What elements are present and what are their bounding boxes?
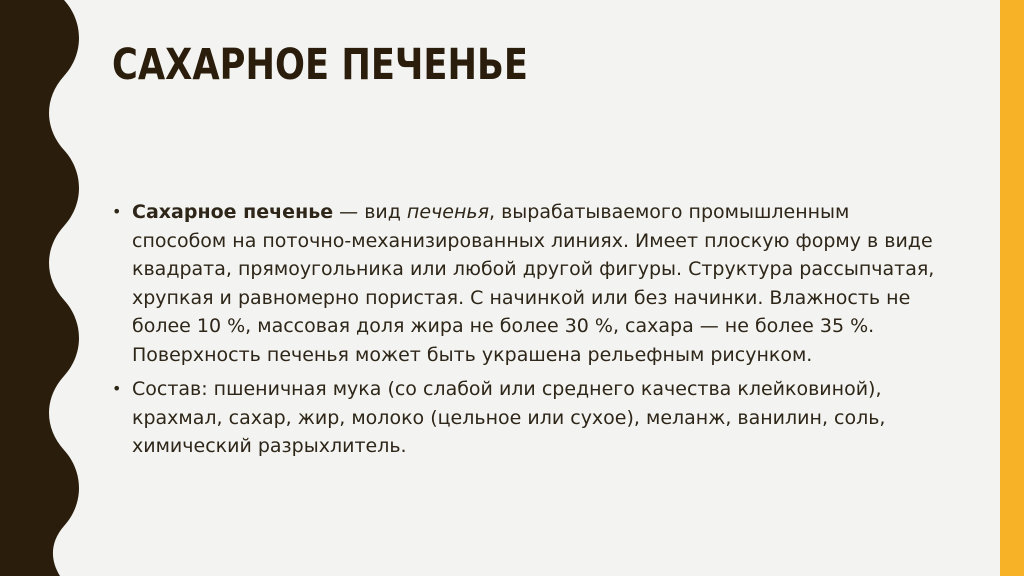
bullet-item-composition — [112, 375, 942, 461]
slide-title: САХАРНОЕ ПЕЧЕНЬЕ — [112, 40, 528, 90]
bullet-marker: • — [112, 202, 122, 221]
term-bold: Сахарное печенье — [132, 201, 334, 223]
term-dash: — вид — [333, 201, 407, 223]
left-wavy-band — [0, 0, 80, 576]
definition-text: , вырабатываемого промышленным способом на поточно-механизированных линиях. Имеет плоскую форму в виде квадрата, прямоугольника или любой другой фигуры. Структура рассыпчатая, хрупкая и равномерно пористая. С начинкой или без начинки. Влажность не более 10 %, массовая доля жира не более 30 %, сахара — не более 35 %. Поверхность печенья может быть украшена рельефным рисунком. — [132, 201, 935, 366]
right-accent-bar — [1000, 0, 1024, 576]
composition-text: Состав: пшеничная мука (со слабой или среднего качества клейковиной), крахмал, сахар, жир, молоко (цельное или сухое), меланж, ванилин, соль, химический разрыхлитель. — [132, 378, 886, 457]
bullet-list — [112, 198, 942, 467]
bullet-marker: • — [112, 379, 122, 398]
bullet-item-definition — [112, 198, 942, 369]
term-italic: печенья — [406, 201, 489, 223]
wavy-band-shape — [0, 0, 79, 576]
